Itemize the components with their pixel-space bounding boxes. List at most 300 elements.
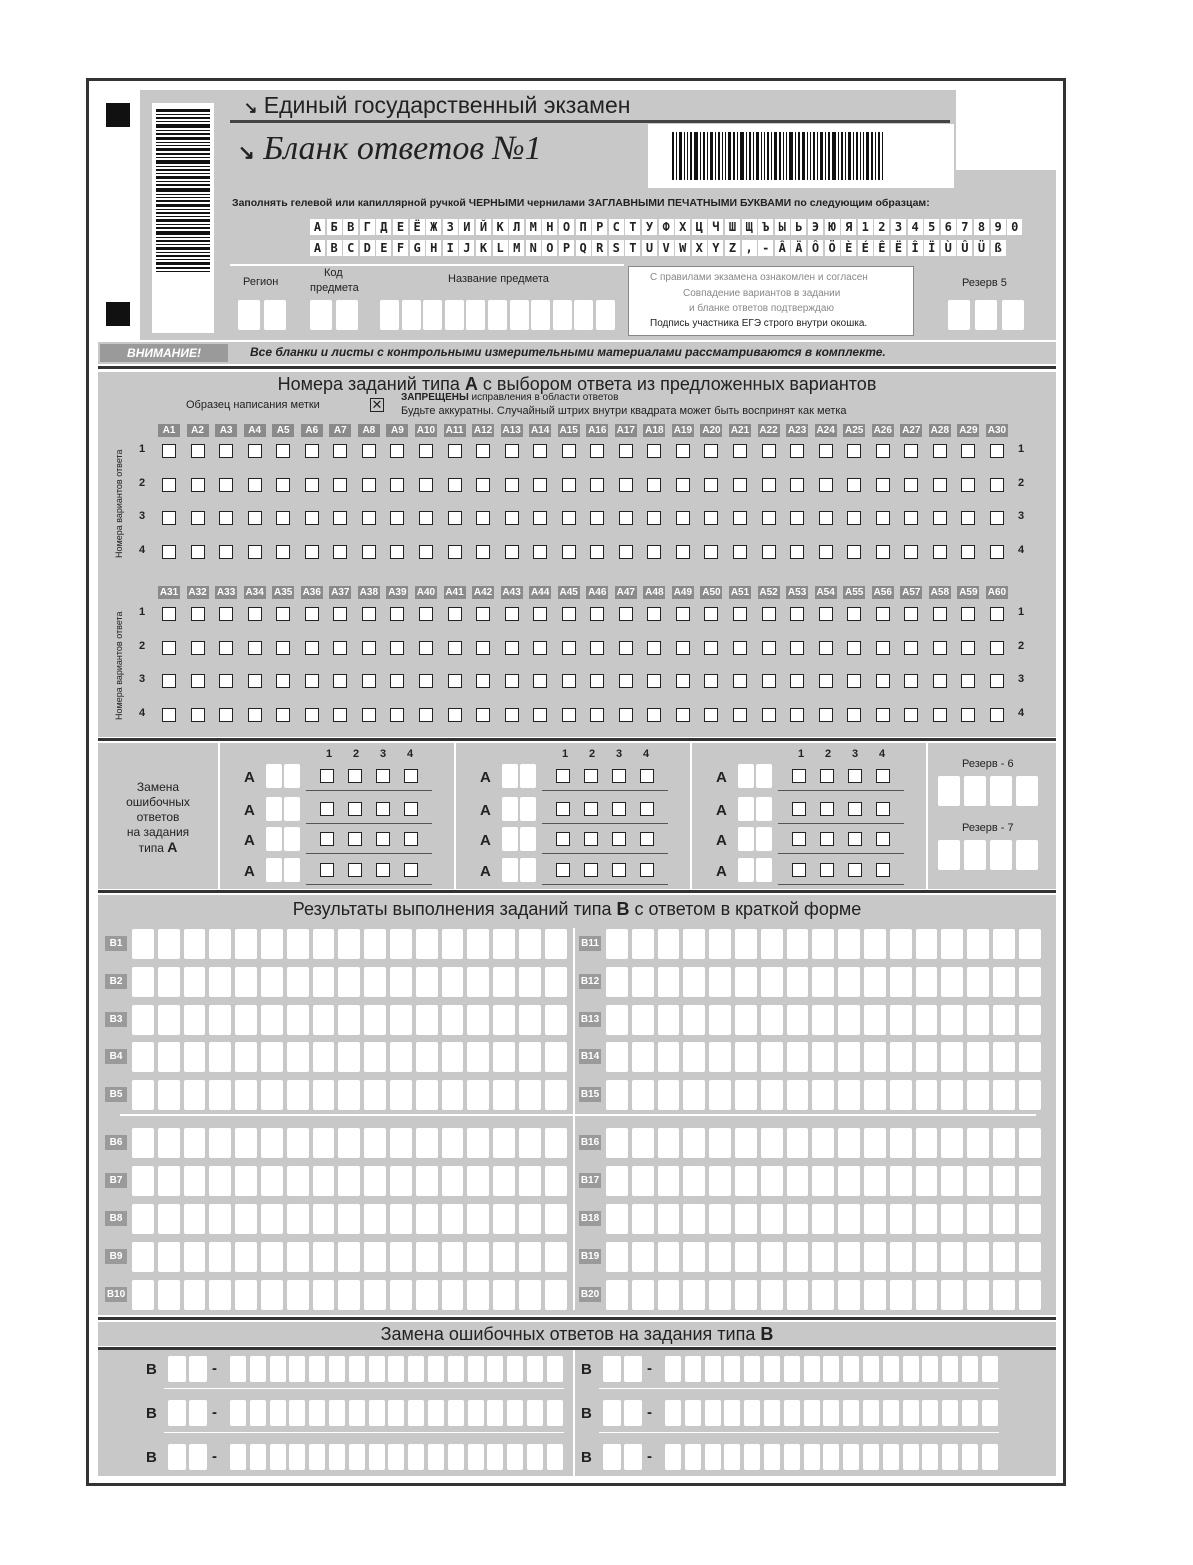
short-answer-char-box[interactable]	[545, 1080, 567, 1110]
answer-checkbox[interactable]	[933, 674, 947, 688]
subject-name-letter-box[interactable]	[596, 300, 615, 330]
answer-checkbox[interactable]	[219, 478, 233, 492]
answer-checkbox[interactable]	[733, 674, 747, 688]
short-answer-char-box[interactable]	[467, 1128, 489, 1158]
answer-checkbox[interactable]	[762, 607, 776, 621]
answer-checkbox[interactable]	[790, 708, 804, 722]
short-answer-char-box[interactable]	[209, 1280, 231, 1310]
answer-checkbox[interactable]	[647, 641, 661, 655]
answer-checkbox[interactable]	[219, 545, 233, 559]
question-number-box[interactable]	[738, 858, 754, 882]
answer-checkbox[interactable]	[961, 708, 975, 722]
short-answer-char-box[interactable]	[364, 1005, 386, 1035]
replace-b-char-box[interactable]	[982, 1400, 998, 1426]
short-answer-char-box[interactable]	[941, 1280, 963, 1310]
replace-answer-checkbox[interactable]	[640, 802, 654, 816]
short-answer-char-box[interactable]	[467, 1280, 489, 1310]
short-answer-char-box[interactable]	[606, 1128, 628, 1158]
answer-checkbox[interactable]	[762, 511, 776, 525]
short-answer-char-box[interactable]	[864, 967, 886, 997]
answer-checkbox[interactable]	[219, 607, 233, 621]
answer-checkbox[interactable]	[305, 641, 319, 655]
short-answer-char-box[interactable]	[1019, 1166, 1041, 1196]
short-answer-char-box[interactable]	[158, 967, 180, 997]
short-answer-char-box[interactable]	[761, 1166, 783, 1196]
answer-checkbox[interactable]	[505, 478, 519, 492]
short-answer-char-box[interactable]	[338, 1128, 360, 1158]
answer-checkbox[interactable]	[562, 641, 576, 655]
short-answer-char-box[interactable]	[390, 1128, 412, 1158]
answer-checkbox[interactable]	[590, 444, 604, 458]
question-number-box[interactable]	[520, 797, 536, 821]
short-answer-char-box[interactable]	[287, 929, 309, 959]
replace-b-char-box[interactable]	[942, 1356, 958, 1382]
short-answer-char-box[interactable]	[184, 929, 206, 959]
replace-b-char-box[interactable]	[724, 1444, 740, 1470]
short-answer-char-box[interactable]	[735, 1280, 757, 1310]
replace-b-char-box[interactable]	[270, 1356, 286, 1382]
short-answer-char-box[interactable]	[658, 1166, 680, 1196]
short-answer-char-box[interactable]	[632, 1005, 654, 1035]
short-answer-char-box[interactable]	[735, 1242, 757, 1272]
short-answer-char-box[interactable]	[658, 929, 680, 959]
short-answer-char-box[interactable]	[132, 929, 154, 959]
short-answer-char-box[interactable]	[658, 1080, 680, 1110]
answer-checkbox[interactable]	[476, 444, 490, 458]
short-answer-char-box[interactable]	[493, 1080, 515, 1110]
short-answer-char-box[interactable]	[209, 929, 231, 959]
answer-checkbox[interactable]	[933, 708, 947, 722]
question-number-box[interactable]	[603, 1356, 621, 1382]
question-number-box[interactable]	[756, 797, 772, 821]
answer-checkbox[interactable]	[305, 708, 319, 722]
question-number-box[interactable]	[738, 797, 754, 821]
subject-name-letter-box[interactable]	[488, 300, 507, 330]
replace-b-char-box[interactable]	[369, 1356, 385, 1382]
short-answer-char-box[interactable]	[916, 1042, 938, 1072]
answer-checkbox[interactable]	[676, 444, 690, 458]
short-answer-char-box[interactable]	[493, 929, 515, 959]
replace-answer-checkbox[interactable]	[876, 832, 890, 846]
replace-b-char-box[interactable]	[744, 1400, 760, 1426]
answer-checkbox[interactable]	[476, 545, 490, 559]
answer-checkbox[interactable]	[162, 545, 176, 559]
short-answer-char-box[interactable]	[235, 1280, 257, 1310]
answer-checkbox[interactable]	[933, 641, 947, 655]
short-answer-char-box[interactable]	[467, 1166, 489, 1196]
answer-checkbox[interactable]	[647, 511, 661, 525]
short-answer-char-box[interactable]	[261, 1128, 283, 1158]
short-answer-char-box[interactable]	[709, 1042, 731, 1072]
replace-b-char-box[interactable]	[547, 1356, 563, 1382]
replace-b-char-box[interactable]	[804, 1400, 820, 1426]
short-answer-char-box[interactable]	[658, 1242, 680, 1272]
replace-b-char-box[interactable]	[685, 1400, 701, 1426]
short-answer-char-box[interactable]	[941, 1042, 963, 1072]
replace-b-char-box[interactable]	[230, 1444, 246, 1470]
short-answer-char-box[interactable]	[235, 1080, 257, 1110]
question-number-box[interactable]	[168, 1444, 186, 1470]
answer-checkbox[interactable]	[704, 444, 718, 458]
short-answer-char-box[interactable]	[416, 1080, 438, 1110]
short-answer-char-box[interactable]	[1019, 1005, 1041, 1035]
answer-checkbox[interactable]	[362, 641, 376, 655]
short-answer-char-box[interactable]	[132, 1042, 154, 1072]
answer-checkbox[interactable]	[990, 478, 1004, 492]
answer-checkbox[interactable]	[790, 641, 804, 655]
short-answer-char-box[interactable]	[838, 929, 860, 959]
short-answer-char-box[interactable]	[683, 1166, 705, 1196]
answer-checkbox[interactable]	[219, 444, 233, 458]
answer-checkbox[interactable]	[476, 641, 490, 655]
replace-b-char-box[interactable]	[349, 1444, 365, 1470]
replace-answer-checkbox[interactable]	[584, 863, 598, 877]
answer-checkbox[interactable]	[276, 444, 290, 458]
answer-checkbox[interactable]	[533, 511, 547, 525]
answer-checkbox[interactable]	[819, 607, 833, 621]
answer-checkbox[interactable]	[876, 674, 890, 688]
short-answer-char-box[interactable]	[606, 1042, 628, 1072]
short-answer-char-box[interactable]	[313, 1242, 335, 1272]
short-answer-char-box[interactable]	[184, 967, 206, 997]
short-answer-char-box[interactable]	[838, 1280, 860, 1310]
replace-b-char-box[interactable]	[784, 1400, 800, 1426]
replace-b-char-box[interactable]	[744, 1444, 760, 1470]
answer-checkbox[interactable]	[876, 444, 890, 458]
answer-checkbox[interactable]	[333, 444, 347, 458]
short-answer-char-box[interactable]	[416, 1005, 438, 1035]
answer-checkbox[interactable]	[933, 444, 947, 458]
short-answer-char-box[interactable]	[442, 929, 464, 959]
replace-b-char-box[interactable]	[764, 1356, 780, 1382]
short-answer-char-box[interactable]	[390, 1005, 412, 1035]
short-answer-char-box[interactable]	[941, 1204, 963, 1234]
answer-checkbox[interactable]	[533, 444, 547, 458]
answer-checkbox[interactable]	[676, 511, 690, 525]
short-answer-char-box[interactable]	[864, 1128, 886, 1158]
short-answer-char-box[interactable]	[132, 1204, 154, 1234]
answer-checkbox[interactable]	[790, 674, 804, 688]
short-answer-char-box[interactable]	[209, 1166, 231, 1196]
replace-b-char-box[interactable]	[487, 1400, 503, 1426]
answer-checkbox[interactable]	[505, 444, 519, 458]
short-answer-char-box[interactable]	[606, 929, 628, 959]
replace-b-char-box[interactable]	[843, 1356, 859, 1382]
answer-checkbox[interactable]	[562, 545, 576, 559]
answer-checkbox[interactable]	[790, 511, 804, 525]
short-answer-char-box[interactable]	[941, 1080, 963, 1110]
short-answer-char-box[interactable]	[864, 1280, 886, 1310]
answer-checkbox[interactable]	[590, 708, 604, 722]
short-answer-char-box[interactable]	[967, 929, 989, 959]
short-answer-char-box[interactable]	[735, 1166, 757, 1196]
short-answer-char-box[interactable]	[658, 967, 680, 997]
answer-checkbox[interactable]	[390, 478, 404, 492]
answer-checkbox[interactable]	[333, 641, 347, 655]
short-answer-char-box[interactable]	[606, 1204, 628, 1234]
answer-checkbox[interactable]	[419, 545, 433, 559]
question-number-box[interactable]	[168, 1400, 186, 1426]
answer-checkbox[interactable]	[333, 545, 347, 559]
replace-b-char-box[interactable]	[448, 1356, 464, 1382]
replace-b-char-box[interactable]	[823, 1444, 839, 1470]
question-number-box[interactable]	[756, 858, 772, 882]
answer-checkbox[interactable]	[305, 607, 319, 621]
answer-checkbox[interactable]	[933, 607, 947, 621]
question-number-box[interactable]	[520, 858, 536, 882]
short-answer-char-box[interactable]	[338, 967, 360, 997]
answer-checkbox[interactable]	[362, 607, 376, 621]
short-answer-char-box[interactable]	[709, 1080, 731, 1110]
answer-checkbox[interactable]	[533, 674, 547, 688]
short-answer-char-box[interactable]	[632, 1242, 654, 1272]
short-answer-char-box[interactable]	[761, 1204, 783, 1234]
question-number-box[interactable]	[738, 827, 754, 851]
short-answer-char-box[interactable]	[606, 1080, 628, 1110]
answer-checkbox[interactable]	[191, 444, 205, 458]
short-answer-char-box[interactable]	[941, 1166, 963, 1196]
short-answer-char-box[interactable]	[993, 1128, 1015, 1158]
short-answer-char-box[interactable]	[519, 1280, 541, 1310]
replace-answer-checkbox[interactable]	[584, 832, 598, 846]
replace-b-char-box[interactable]	[428, 1444, 444, 1470]
answer-checkbox[interactable]	[390, 607, 404, 621]
answer-checkbox[interactable]	[733, 478, 747, 492]
replace-b-char-box[interactable]	[270, 1400, 286, 1426]
short-answer-char-box[interactable]	[812, 1128, 834, 1158]
answer-checkbox[interactable]	[819, 641, 833, 655]
answer-checkbox[interactable]	[191, 641, 205, 655]
short-answer-char-box[interactable]	[916, 1204, 938, 1234]
short-answer-char-box[interactable]	[683, 1005, 705, 1035]
answer-checkbox[interactable]	[533, 641, 547, 655]
replace-b-char-box[interactable]	[705, 1356, 721, 1382]
replace-b-char-box[interactable]	[922, 1400, 938, 1426]
answer-checkbox[interactable]	[876, 478, 890, 492]
short-answer-char-box[interactable]	[916, 1166, 938, 1196]
replace-answer-checkbox[interactable]	[640, 832, 654, 846]
short-answer-char-box[interactable]	[364, 929, 386, 959]
answer-checkbox[interactable]	[733, 641, 747, 655]
short-answer-char-box[interactable]	[493, 1280, 515, 1310]
replace-b-char-box[interactable]	[685, 1356, 701, 1382]
replace-answer-checkbox[interactable]	[376, 802, 390, 816]
short-answer-char-box[interactable]	[1019, 1280, 1041, 1310]
answer-checkbox[interactable]	[876, 708, 890, 722]
short-answer-char-box[interactable]	[890, 1166, 912, 1196]
answer-checkbox[interactable]	[819, 708, 833, 722]
answer-checkbox[interactable]	[704, 545, 718, 559]
short-answer-char-box[interactable]	[209, 1042, 231, 1072]
short-answer-char-box[interactable]	[709, 1242, 731, 1272]
short-answer-char-box[interactable]	[235, 967, 257, 997]
short-answer-char-box[interactable]	[812, 1242, 834, 1272]
answer-checkbox[interactable]	[362, 444, 376, 458]
answer-checkbox[interactable]	[162, 641, 176, 655]
short-answer-char-box[interactable]	[787, 967, 809, 997]
short-answer-char-box[interactable]	[158, 1042, 180, 1072]
replace-b-char-box[interactable]	[428, 1356, 444, 1382]
replace-b-char-box[interactable]	[527, 1400, 543, 1426]
short-answer-char-box[interactable]	[235, 1204, 257, 1234]
answer-checkbox[interactable]	[162, 607, 176, 621]
replace-b-char-box[interactable]	[448, 1444, 464, 1470]
short-answer-char-box[interactable]	[761, 1005, 783, 1035]
answer-checkbox[interactable]	[647, 478, 661, 492]
answer-checkbox[interactable]	[390, 444, 404, 458]
answer-checkbox[interactable]	[990, 674, 1004, 688]
short-answer-char-box[interactable]	[1019, 967, 1041, 997]
short-answer-char-box[interactable]	[416, 1280, 438, 1310]
answer-checkbox[interactable]	[904, 511, 918, 525]
short-answer-char-box[interactable]	[993, 1042, 1015, 1072]
answer-checkbox[interactable]	[961, 545, 975, 559]
replace-answer-checkbox[interactable]	[792, 769, 806, 783]
replace-b-char-box[interactable]	[468, 1356, 484, 1382]
short-answer-char-box[interactable]	[287, 1042, 309, 1072]
short-answer-char-box[interactable]	[838, 1166, 860, 1196]
short-answer-char-box[interactable]	[812, 1042, 834, 1072]
short-answer-char-box[interactable]	[632, 1080, 654, 1110]
answer-checkbox[interactable]	[790, 478, 804, 492]
answer-checkbox[interactable]	[619, 545, 633, 559]
short-answer-char-box[interactable]	[787, 1128, 809, 1158]
answer-checkbox[interactable]	[305, 511, 319, 525]
short-answer-char-box[interactable]	[632, 1204, 654, 1234]
replace-answer-checkbox[interactable]	[556, 802, 570, 816]
short-answer-char-box[interactable]	[209, 967, 231, 997]
answer-checkbox[interactable]	[904, 444, 918, 458]
short-answer-char-box[interactable]	[606, 1242, 628, 1272]
short-answer-char-box[interactable]	[787, 1005, 809, 1035]
short-answer-char-box[interactable]	[545, 967, 567, 997]
answer-checkbox[interactable]	[276, 545, 290, 559]
answer-checkbox[interactable]	[676, 674, 690, 688]
short-answer-char-box[interactable]	[184, 1280, 206, 1310]
replace-answer-checkbox[interactable]	[612, 832, 626, 846]
question-number-box[interactable]	[502, 827, 518, 851]
short-answer-char-box[interactable]	[467, 929, 489, 959]
replace-b-char-box[interactable]	[982, 1356, 998, 1382]
answer-checkbox[interactable]	[762, 478, 776, 492]
short-answer-char-box[interactable]	[761, 929, 783, 959]
answer-checkbox[interactable]	[276, 478, 290, 492]
answer-checkbox[interactable]	[762, 641, 776, 655]
answer-checkbox[interactable]	[476, 511, 490, 525]
answer-checkbox[interactable]	[904, 607, 918, 621]
short-answer-char-box[interactable]	[364, 1042, 386, 1072]
short-answer-char-box[interactable]	[416, 1166, 438, 1196]
short-answer-char-box[interactable]	[890, 1042, 912, 1072]
answer-checkbox[interactable]	[790, 607, 804, 621]
replace-b-char-box[interactable]	[843, 1400, 859, 1426]
replace-b-char-box[interactable]	[665, 1444, 681, 1470]
replace-b-char-box[interactable]	[408, 1444, 424, 1470]
short-answer-char-box[interactable]	[864, 1204, 886, 1234]
short-answer-char-box[interactable]	[158, 1242, 180, 1272]
replace-b-char-box[interactable]	[547, 1400, 563, 1426]
short-answer-char-box[interactable]	[390, 929, 412, 959]
question-number-box[interactable]	[520, 827, 536, 851]
answer-checkbox[interactable]	[276, 641, 290, 655]
short-answer-char-box[interactable]	[890, 1005, 912, 1035]
answer-checkbox[interactable]	[562, 708, 576, 722]
short-answer-char-box[interactable]	[890, 1204, 912, 1234]
short-answer-char-box[interactable]	[442, 1166, 464, 1196]
short-answer-char-box[interactable]	[545, 1204, 567, 1234]
replace-answer-checkbox[interactable]	[820, 832, 834, 846]
short-answer-char-box[interactable]	[287, 1005, 309, 1035]
short-answer-char-box[interactable]	[287, 1242, 309, 1272]
short-answer-char-box[interactable]	[606, 1280, 628, 1310]
answer-checkbox[interactable]	[876, 641, 890, 655]
short-answer-char-box[interactable]	[838, 1042, 860, 1072]
answer-checkbox[interactable]	[647, 607, 661, 621]
short-answer-char-box[interactable]	[132, 1242, 154, 1272]
answer-checkbox[interactable]	[333, 478, 347, 492]
answer-checkbox[interactable]	[619, 478, 633, 492]
replace-answer-checkbox[interactable]	[792, 832, 806, 846]
answer-checkbox[interactable]	[676, 607, 690, 621]
short-answer-char-box[interactable]	[209, 1080, 231, 1110]
answer-checkbox[interactable]	[904, 674, 918, 688]
answer-checkbox[interactable]	[533, 708, 547, 722]
replace-answer-checkbox[interactable]	[556, 863, 570, 877]
answer-checkbox[interactable]	[505, 708, 519, 722]
short-answer-char-box[interactable]	[519, 1005, 541, 1035]
answer-checkbox[interactable]	[990, 708, 1004, 722]
short-answer-char-box[interactable]	[132, 967, 154, 997]
short-answer-char-box[interactable]	[261, 967, 283, 997]
short-answer-char-box[interactable]	[519, 967, 541, 997]
short-answer-char-box[interactable]	[235, 1242, 257, 1272]
short-answer-char-box[interactable]	[709, 1128, 731, 1158]
short-answer-char-box[interactable]	[787, 1080, 809, 1110]
short-answer-char-box[interactable]	[916, 967, 938, 997]
short-answer-char-box[interactable]	[967, 1005, 989, 1035]
short-answer-char-box[interactable]	[606, 967, 628, 997]
short-answer-char-box[interactable]	[709, 1280, 731, 1310]
answer-checkbox[interactable]	[647, 545, 661, 559]
short-answer-char-box[interactable]	[467, 1042, 489, 1072]
answer-checkbox[interactable]	[847, 607, 861, 621]
answer-checkbox[interactable]	[904, 478, 918, 492]
answer-checkbox[interactable]	[448, 641, 462, 655]
answer-checkbox[interactable]	[333, 607, 347, 621]
question-number-box[interactable]	[502, 858, 518, 882]
reserve-box[interactable]	[1016, 840, 1038, 870]
replace-b-char-box[interactable]	[764, 1444, 780, 1470]
replace-b-char-box[interactable]	[922, 1356, 938, 1382]
short-answer-char-box[interactable]	[993, 1242, 1015, 1272]
short-answer-char-box[interactable]	[787, 1280, 809, 1310]
replace-b-char-box[interactable]	[289, 1444, 305, 1470]
short-answer-char-box[interactable]	[864, 1080, 886, 1110]
answer-checkbox[interactable]	[219, 641, 233, 655]
answer-checkbox[interactable]	[305, 478, 319, 492]
answer-checkbox[interactable]	[562, 607, 576, 621]
short-answer-char-box[interactable]	[812, 1280, 834, 1310]
short-answer-char-box[interactable]	[632, 1166, 654, 1196]
answer-checkbox[interactable]	[790, 444, 804, 458]
short-answer-char-box[interactable]	[132, 1005, 154, 1035]
answer-checkbox[interactable]	[191, 478, 205, 492]
answer-checkbox[interactable]	[876, 607, 890, 621]
short-answer-char-box[interactable]	[993, 929, 1015, 959]
answer-checkbox[interactable]	[162, 674, 176, 688]
replace-b-char-box[interactable]	[349, 1400, 365, 1426]
answer-checkbox[interactable]	[305, 545, 319, 559]
